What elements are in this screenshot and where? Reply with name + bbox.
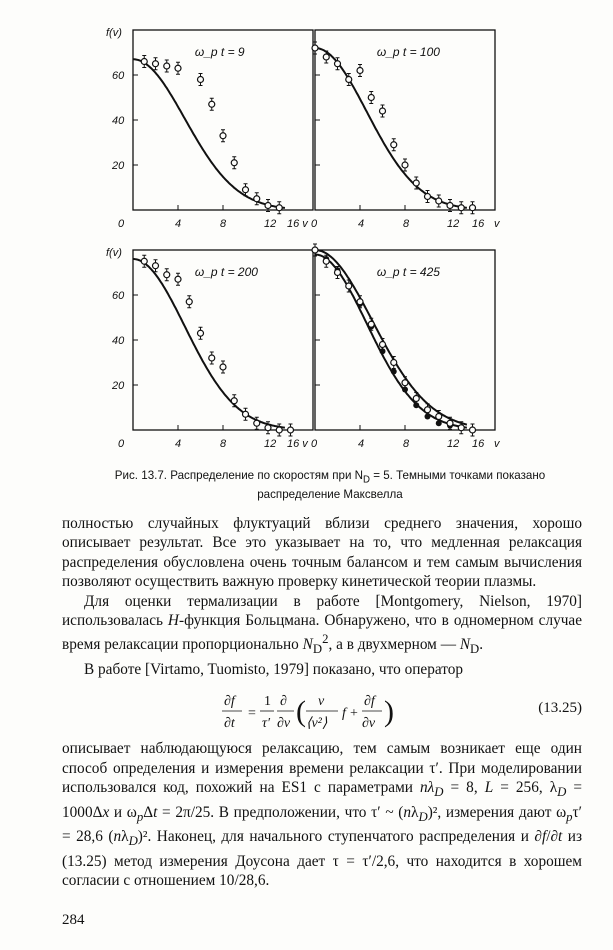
data-point	[335, 61, 341, 67]
equation-13-25	[62, 683, 582, 737]
svg-text:f: f	[342, 706, 346, 722]
fit-curve	[133, 259, 285, 428]
p4-c: = 8,	[443, 779, 485, 797]
svg-text:v: v	[318, 694, 325, 710]
svg-text:∂v: ∂v	[277, 716, 291, 732]
y-axis-label: f(v)	[106, 247, 122, 259]
x-tick-label: 8	[220, 438, 227, 450]
caption-sub: D	[363, 474, 370, 486]
data-point	[470, 205, 476, 211]
data-point	[231, 160, 237, 166]
svg-text:(: (	[296, 695, 306, 729]
x-tick-label: 16 v	[287, 438, 308, 450]
svg-text:∂t: ∂t	[224, 716, 235, 732]
paragraph-1: полностью случайных флуктуаций вблизи среднего значения, хорошо описывает результат. Все это указывает на то, что медленная релаксация распределения обусловлена очень точным балансом и тем самым вычисления позволяют осуществить важную проверку кинетической теории плазмы.	[62, 515, 582, 591]
data-point	[447, 203, 453, 209]
y-tick-label: 20	[112, 380, 125, 392]
data-point	[198, 77, 204, 83]
caption-line1b: = 5. Темными точками показано	[370, 469, 546, 482]
data-point	[220, 364, 226, 370]
data-point	[254, 196, 260, 202]
data-point	[447, 420, 453, 426]
p4-k: = 2π/25. В предположении, что τ′ ~ (	[157, 803, 404, 821]
data-point	[357, 68, 363, 74]
data-point	[186, 299, 192, 305]
x-tick-label: v	[494, 218, 500, 230]
data-point	[458, 425, 464, 431]
paragraph-4: описывает наблюдающуюся релаксацию, тем самым возникает еще один способ определения и измерения времени релаксации τ′. При моделировании использовался код, похожий на ES1 с параметрами $n\lambda_D = 8$, L = 256, $\lambda_D = 1000\Delta x$ и $\omega_p\Delta t = 2\pi/25$. В предположении, что τ′ ~ $(n\lambda_D)^2$, измерения дают $\omega_p\tau' = 28,6$ $(n\lambda_D)^2$. Наконец, для начального ступенчатого распределения и ∂f/∂t из (13.25) метод измерения Доусона дает τ = τ′/2,6, что находится в хорошем согласии с отношением 10/28,6.	[62, 740, 583, 889]
p4-b: nλ	[419, 779, 435, 797]
p4-m: τ′ = 28,6 (	[62, 803, 583, 846]
p4-j: t	[153, 803, 158, 821]
x-tick-label: 4	[358, 218, 365, 230]
p4-d: L	[484, 779, 494, 797]
data-point	[323, 258, 329, 264]
p4-f: = 1000Δ	[62, 779, 583, 821]
data-point	[220, 133, 226, 139]
panel-label: ω_p t = 425	[376, 265, 440, 279]
data-point	[209, 355, 215, 361]
data-point	[346, 283, 352, 289]
data-point	[436, 198, 442, 204]
x-tick-label: 0	[311, 438, 318, 450]
data-point	[380, 342, 386, 348]
data-point	[425, 194, 431, 200]
data-point	[391, 142, 397, 148]
fit-curve	[315, 255, 467, 428]
x-tick-label: 0	[311, 218, 318, 230]
p2-b: -функция Больцмана. Обнаружено, что в одномерном случае время релаксации пропорционально	[62, 612, 583, 654]
x-tick-label: 12	[264, 438, 277, 450]
data-point	[368, 321, 374, 327]
svg-text:1: 1	[264, 694, 271, 710]
figure-caption	[100, 468, 560, 502]
equation-formula	[222, 687, 422, 741]
caption-line2: распределение Максвелла	[257, 488, 403, 502]
paragraph-2: Для оценки термализации в работе [Montgomery, Nielson, 1970] использовалась H-функция Больцмана. Обнаружено, что в одномерном случае время релаксации пропорционально $N_D^2$, а в двухмерном — $N_D$.	[62, 592, 583, 657]
p4-l: )², измерения дают ω	[427, 803, 567, 821]
y-tick-label: 40	[112, 115, 125, 127]
x-tick-label: 8	[403, 438, 410, 450]
data-point	[312, 45, 318, 51]
body-text	[62, 514, 582, 890]
figure-svg	[0, 0, 613, 465]
maxwell-point	[391, 369, 397, 375]
panel-label: ω_p t = 9	[194, 45, 245, 59]
data-point	[402, 380, 408, 386]
svg-text:τ′: τ′	[262, 716, 271, 732]
y-tick-label: 60	[112, 290, 125, 302]
y-tick-label: 60	[112, 70, 125, 82]
svg-text:∂f: ∂f	[224, 694, 235, 710]
figure	[0, 0, 613, 465]
data-point	[413, 396, 419, 402]
data-point	[323, 54, 329, 60]
data-point	[346, 77, 352, 83]
data-point	[425, 407, 431, 413]
p2-d: .	[479, 636, 484, 654]
p4-g: x	[102, 803, 110, 821]
p4-o: f	[541, 828, 547, 846]
x-tick-label: 16	[472, 438, 485, 450]
data-point	[335, 270, 341, 276]
svg-text:∂v: ∂v	[362, 716, 376, 732]
fit-curve	[133, 59, 285, 208]
x-tick-label: 4	[175, 218, 182, 230]
data-point	[276, 427, 282, 433]
x-tick-label: 12	[447, 218, 460, 230]
data-point	[265, 425, 271, 431]
svg-text:+: +	[350, 706, 358, 722]
x-tick-label: 4	[358, 438, 365, 450]
svg-text:∂: ∂	[280, 694, 287, 710]
data-point	[175, 276, 181, 282]
data-point	[312, 247, 318, 253]
data-point	[470, 427, 476, 433]
p4-h: и ω	[109, 803, 137, 821]
p4-a: описывает наблюдающуюся релаксацию, тем самым возникает еще один способ определения и измерения времени релаксации τ′. При моделировании использовался код, похожий на ES1 с параметрами	[62, 740, 582, 797]
data-point	[153, 263, 159, 269]
y-tick-label: 40	[112, 335, 125, 347]
panel-label: ω_p t = 200	[194, 265, 258, 279]
p2-a: Для оценки термализации в работе [Montgomery, Nielson, 1970] использовалась	[62, 592, 582, 630]
x-tick-label: 16	[472, 218, 485, 230]
data-point	[141, 59, 147, 65]
data-point	[243, 411, 249, 417]
caption-line1: Рис. 13.7. Распределение по скоростям при N	[114, 469, 364, 482]
data-point	[458, 205, 464, 211]
y-axis-label: f(v)	[106, 27, 122, 39]
svg-text:): )	[384, 695, 394, 729]
x-tick-label: 12	[264, 218, 277, 230]
data-point	[175, 65, 181, 71]
panel-label: ω_p t = 100	[376, 45, 440, 59]
p2-c: , а в двухмерном —	[328, 636, 460, 654]
p4-p: /∂	[546, 828, 559, 846]
p4-e: = 256, λ	[493, 779, 558, 797]
x-tick-label: 0	[118, 218, 125, 230]
data-point	[198, 330, 204, 336]
x-tick-label: 12	[447, 438, 460, 450]
svg-text:=: =	[248, 706, 256, 722]
p4-i: Δ	[143, 803, 154, 821]
x-tick-label: v	[494, 438, 500, 450]
x-tick-label: 8	[403, 218, 410, 230]
paragraph-3: В работе [Virtamo, Tuomisto, 1979] показано, что оператор	[84, 660, 464, 678]
data-point	[380, 108, 386, 114]
fit-curve	[315, 48, 467, 208]
data-point	[436, 414, 442, 420]
p4-q: из (13.25) метод измерения Доусона дает τ = τ′/2,6, что находится в хорошем согласии с отношением 10/28,6.	[62, 828, 582, 889]
data-point	[243, 187, 249, 193]
data-point	[413, 180, 419, 186]
p4-n: )². Наконец, для начального ступенчатого распределения и ∂	[137, 828, 542, 846]
x-tick-label: 4	[175, 438, 182, 450]
data-point	[231, 398, 237, 404]
data-point	[164, 272, 170, 278]
data-point	[254, 420, 260, 426]
data-point	[402, 162, 408, 168]
p2-h: H	[167, 612, 179, 630]
svg-text:∂f: ∂f	[364, 694, 375, 710]
data-point	[391, 360, 397, 366]
data-point	[368, 95, 374, 101]
y-tick-label: 20	[112, 160, 125, 172]
data-point	[209, 101, 215, 107]
data-point	[357, 299, 363, 305]
data-point	[276, 205, 282, 211]
x-tick-label: 0	[118, 438, 125, 450]
x-tick-label: 16 v	[287, 218, 308, 230]
svg-text:⟨v²⟩: ⟨v²⟩	[306, 716, 328, 732]
x-tick-label: 8	[220, 218, 227, 230]
page-number: 284	[62, 912, 85, 928]
equation-number: (13.25)	[538, 700, 582, 717]
data-point	[265, 203, 271, 209]
data-point	[141, 258, 147, 264]
data-point	[164, 63, 170, 69]
data-point	[153, 61, 159, 67]
data-point	[288, 427, 294, 433]
